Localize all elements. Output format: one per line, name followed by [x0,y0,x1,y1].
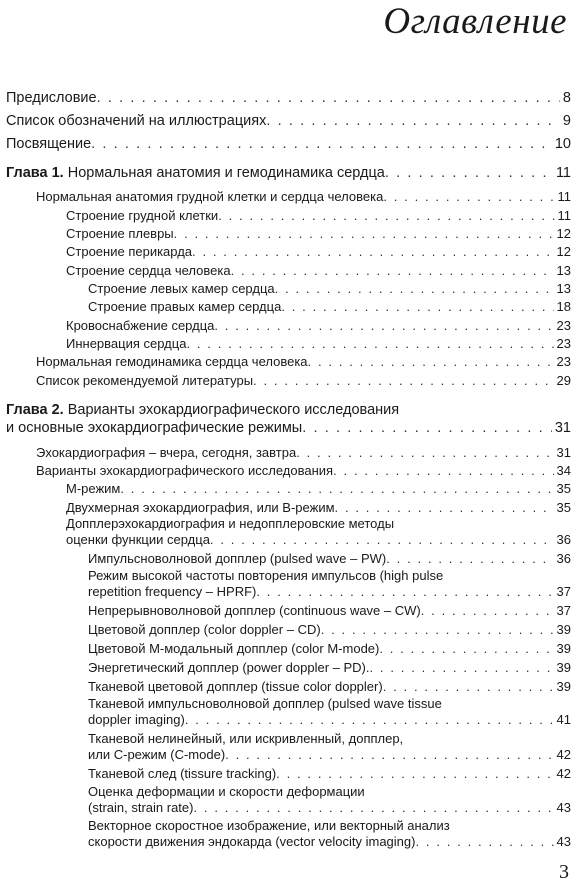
dot-leader [218,208,554,223]
toc-entry-page: 35 [556,481,571,496]
toc-entry[interactable] [88,641,571,656]
dot-leader [333,463,553,478]
toc-entry[interactable] [36,373,571,388]
dot-leader [281,299,553,314]
toc-entry[interactable] [88,551,571,566]
toc-entry-label: скорости движения эндокарда (vector velocity imaging) [88,834,416,849]
dot-leader [386,551,553,566]
toc-entry-label: (strain, strain rate) [88,800,194,815]
toc-entry-page: 13 [556,263,571,278]
dot-leader [379,641,553,656]
toc-entry[interactable] [66,336,571,351]
toc-entry[interactable] [88,281,571,296]
toc-entry-label: Энергетический допплер (power doppler – PD). [88,660,370,675]
toc-entry-label: Список обозначений на иллюстрациях [6,113,267,129]
toc-entry-page: 39 [556,641,571,656]
toc-entry[interactable] [36,189,571,204]
dot-leader [193,800,553,815]
page-number: 3 [559,861,569,883]
toc-entry-label: Тканевой след (tissure tracking) [88,766,277,781]
toc-entry-label: М-режим [66,481,121,496]
toc-entry[interactable] [88,299,571,314]
toc-entry-label: Эхокардиография – вчера, сегодня, завтра [36,445,297,460]
toc-entry-label: Двухмерная эхокардиография, или В-режим [66,500,335,515]
toc-entry[interactable] [66,532,571,547]
toc-entry[interactable] [66,263,571,278]
dot-leader [308,354,554,369]
toc-entry[interactable] [88,584,571,599]
toc-entry-label: Кровоснабжение сердца [66,318,215,333]
toc-entry-page: 36 [556,532,571,547]
toc-entry-page: 37 [556,603,571,618]
toc-entry-page: 43 [556,834,571,849]
toc-entry-page: 31 [556,445,571,460]
dot-leader [91,136,552,152]
toc-entry-page: 12 [556,226,571,241]
toc-entry-label: repetition frequency – HPRF) [88,584,257,599]
toc-entry-page: 23 [556,336,571,351]
toc-entry-label: или С-режим (C-mode) [88,747,226,762]
dot-leader [296,445,553,460]
toc-entry-page: 41 [556,712,571,727]
toc-chapter-1[interactable] [6,165,571,181]
toc-entry-label: Предисловие [6,90,97,106]
toc-entry[interactable] [88,766,571,781]
toc-entry-line1: Оценка деформации и скорости деформации [88,784,365,799]
dot-leader [266,113,560,129]
dot-leader [421,603,554,618]
toc-entry-label: Строение грудной клетки [66,208,219,223]
toc-entry-page: 37 [556,584,571,599]
dot-leader [335,500,554,515]
toc-entry-page: 10 [554,136,571,152]
toc-entry-label: doppler imaging) [88,712,185,727]
toc-entry-page: 34 [556,463,571,478]
toc-entry[interactable] [66,500,571,515]
dot-leader [225,747,553,762]
toc-entry-label: Строение левых камер сердца [88,281,275,296]
dot-leader [120,481,553,496]
toc-chapter-2[interactable] [6,420,571,436]
toc-entry[interactable] [88,603,571,618]
dot-leader [302,420,552,436]
toc-entry[interactable] [88,834,571,849]
toc-entry-page: 9 [562,113,571,129]
dot-leader [192,244,554,259]
toc-entry-label: Строение правых камер сердца [88,299,282,314]
dot-leader [253,373,553,388]
toc-entry-line1: Режим высокой частоты повторения импульсов (high pulse [88,568,444,583]
toc-entry[interactable] [88,660,571,675]
toc-entry-page: 11 [557,208,571,223]
toc-entry-label: Цветовой М-модальный допплер (color M-mode) [88,641,380,656]
toc-entry-label: Строение перикарда [66,244,193,259]
toc-entry-label-line1: Варианты эхокардиографического исследования [67,402,400,418]
toc-entry-label: Иннервация сердца [66,336,187,351]
toc-entry-notation[interactable] [6,113,571,129]
toc-entry-label: Импульсноволновой допплер (pulsed wave – PW) [88,551,387,566]
toc-entry[interactable] [66,208,571,223]
toc-entry[interactable] [88,622,571,637]
dot-leader [275,281,554,296]
toc-entry[interactable] [88,712,571,727]
dot-leader [321,622,554,637]
toc-entry-label: и основные эхокардиографические режимы [6,420,303,436]
toc-entry-page: 42 [556,766,571,781]
toc-entry[interactable] [66,318,571,333]
toc-entry-page: 36 [556,551,571,566]
dot-leader [385,165,553,181]
toc-entry-label: оценки функции сердца [66,532,210,547]
dot-leader [231,263,554,278]
dot-leader [415,834,553,849]
toc-entry-page: 18 [556,299,571,314]
toc-chapter-2-line1[interactable] [6,400,399,420]
toc-entry[interactable] [88,800,571,815]
toc-entry-line1: Тканевой импульсноволновой допплер (pulsed wave tissue [88,696,442,711]
toc-entry-label: Тканевой цветовой допплер (tissue color doppler) [88,679,383,694]
toc-entry-page: 11 [557,189,571,204]
chapter-number: Глава 2. [6,402,64,418]
toc-entry-line1: Допплерэхокардиография и недопплеровские методы [66,516,395,531]
toc-entry-page: 11 [555,165,571,181]
dot-leader [210,532,554,547]
toc-entry-page: 8 [562,90,571,106]
toc-entry-label: Список рекомендуемой литературы [36,373,254,388]
toc-entry-label: Нормальная анатомия грудной клетки и сердца человека [36,189,384,204]
dot-leader [174,226,554,241]
dot-leader [186,336,553,351]
toc-entry-page: 39 [556,679,571,694]
toc-entry-label: Нормальная анатомия и гемодинамика сердца [67,165,385,181]
dot-leader [256,584,553,599]
toc-entry-label: Непрерывноволновой допплер (continuous wave – CW) [88,603,421,618]
toc-entry[interactable] [88,747,571,762]
dot-leader [185,712,554,727]
toc-entry-page: 43 [556,800,571,815]
toc-entry[interactable] [66,481,571,496]
toc-entry-page: 39 [556,622,571,637]
dot-leader [276,766,553,781]
toc-entry-page: 35 [556,500,571,515]
toc-entry-label: Посвящение [6,136,92,152]
toc-entry-label: Варианты эхокардиографического исследования [36,463,334,478]
toc-entry-label: Цветовой допплер (color doppler – CD) [88,622,321,637]
chapter-number: Глава 1. [6,165,64,181]
dot-leader [214,318,553,333]
dot-leader [383,189,554,204]
dot-leader [383,679,554,694]
toc-entry[interactable] [36,445,571,460]
toc-entry-page: 23 [556,354,571,369]
toc-entry-page: 42 [556,747,571,762]
toc-entry-line1: Векторное скоростное изображение, или векторный анализ [88,818,450,833]
toc-entry-page: 29 [556,373,571,388]
toc-entry-page: 31 [554,420,571,436]
toc-entry-dedication[interactable] [6,136,571,152]
page-title: Оглавление [383,1,567,42]
toc-entry[interactable] [66,226,571,241]
toc-entry[interactable] [36,463,571,478]
toc-entry-label: Нормальная гемодинамика сердца человека [36,354,308,369]
dot-leader [97,90,560,106]
dot-leader [370,660,554,675]
toc-entry-label: Строение сердца человека [66,263,231,278]
toc-entry-page: 12 [556,244,571,259]
toc-entry-page: 23 [556,318,571,333]
toc-entry-page: 39 [556,660,571,675]
toc-entry-page: 13 [556,281,571,296]
toc-entry[interactable] [66,244,571,259]
toc-entry-preface[interactable] [6,90,571,106]
toc-entry-label: Строение плевры [66,226,174,241]
toc-entry[interactable] [36,354,571,369]
toc-entry[interactable] [88,679,571,694]
toc-entry-line1: Тканевой нелинейный, или искривленный, допплер, [88,731,404,746]
